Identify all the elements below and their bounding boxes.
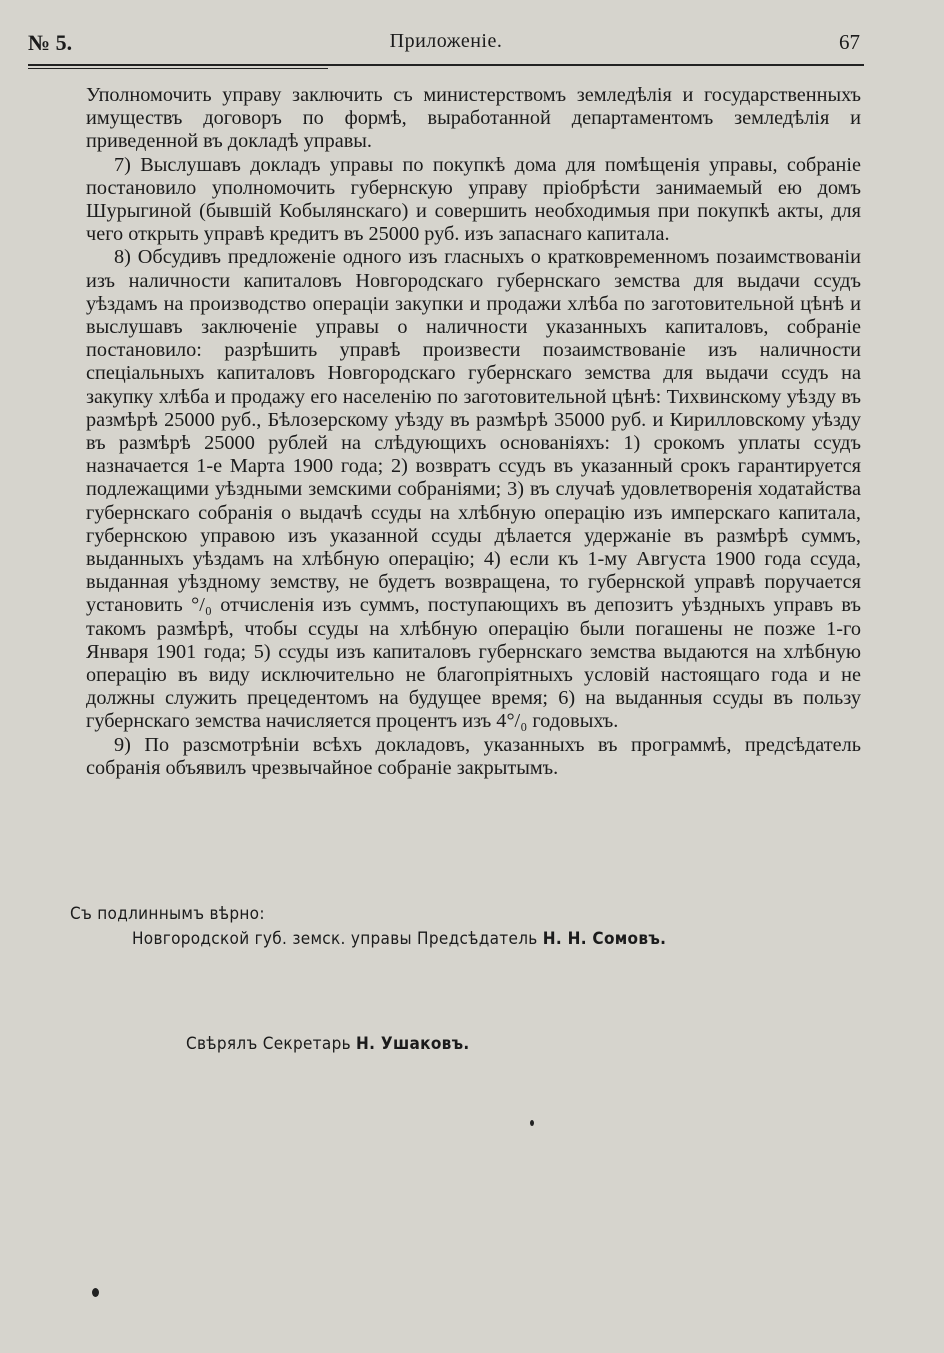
attestation-line: Съ подлиннымъ вѣрно: (70, 904, 265, 924)
ink-speck (92, 1288, 99, 1297)
chairman-signature (132, 929, 666, 949)
page-header (28, 26, 864, 66)
secretary-title: Свѣрялъ Секретарь (186, 1034, 351, 1054)
header-rule-secondary (28, 68, 328, 69)
ink-speck (530, 1120, 534, 1126)
paragraph-intro: Уполномочить управу заключить съ министерствомъ земледѣлія и государственныхъ имуществъ договоръ по формѣ, выработанной департаментомъ земледѣлія и приведенной въ докладѣ управы. (86, 84, 861, 153)
chairman-name: Н. Н. Сомовъ. (542, 929, 667, 949)
page-number: 67 (839, 30, 860, 54)
secretary-name: Н. Ушаковъ. (356, 1034, 470, 1054)
paragraph-8: 8) Обсудивъ предложеніе одного изъ гласныхъ о кратковременномъ позаимствованіи изъ наличности капиталовъ Новгородскаго губернскаго земства для выдачи ссудъ уѣздамъ на производство операціи закупки и продажи хлѣба по заготовительной цѣнѣ и выслушавъ заключеніе управы о наличности указанныхъ капиталовъ, собраніе постановило: разрѣшить управѣ произвести позаимствованіе изъ наличности спеціальныхъ капиталовъ Новгородскаго губернскаго земства для выдачи ссудъ на закупку хлѣба и продажу его населенію по заготовительной цѣнѣ: Тихвинскому уѣзду въ размѣрѣ 25000 руб., Бѣлозерскому уѣзду въ размѣрѣ 35000 руб. и Кирилловскому уѣзду въ размѣрѣ 25000 рублей на слѣдующихъ основаніяхъ: 1) срокомъ уплаты ссудъ назначается 1-е Марта 1900 года; 2) возвратъ ссудъ въ указанный срокъ гарантируется подлежащими уѣздными земскими собраніями; 3) въ случаѣ удовлетворенія ходатайства губернскаго собранія о выдачѣ ссуды на хлѣбную операцію изъ имперскаго капитала, губернскою управою изъ указанной ссуды дѣлается удержаніе въ размѣрѣ суммъ, выданныхъ уѣздамъ на хлѣбную операцію; 4) если къ 1-му Августа 1900 года ссуда, выданная уѣздному земству, не будетъ возвращена, то губернской управѣ поручается установить °/₀ отчисленія изъ суммъ, поступающихъ въ депозитъ уѣздныхъ управъ въ такомъ размѣрѣ, чтобы ссуды на хлѣбную операцію были погашены не позже 1-го Января 1901 года; 5) ссуды изъ капиталовъ губернскаго земства выдаются на хлѣбную операцію въ виду исключительно не благопріятныхъ условій настоящаго года и не должны служить прецедентомъ на будущее время; 6) на выданныя ссуды въ пользу губернскаго земства начисляется процентъ изъ 4°/₀ годовыхъ. (86, 246, 861, 733)
header-rule (28, 64, 864, 66)
body-text (86, 84, 861, 780)
paragraph-9: 9) По разсмотрѣніи всѣхъ докладовъ, указанныхъ въ программѣ, предсѣдатель собранія объявилъ чрезвычайное собраніе закрытымъ. (86, 733, 861, 779)
issue-number: № 5. (28, 30, 73, 55)
header-title: Приложеніе. (389, 30, 503, 52)
chairman-title: Новгородской губ. земск. управы Предсѣдатель (132, 929, 538, 949)
paragraph-7: 7) Выслушавъ докладъ управы по покупкѣ дома для помѣщенія управы, собраніе постановило уполномочить губернскую управу пріобрѣсти занимаемый ею домъ Шурыгиной (бывшій Кобылянскаго) и совершить необходимыя при покупкѣ акты, для чего открыть управѣ кредитъ въ 25000 руб. изъ запаснаго капитала. (86, 153, 861, 246)
secretary-signature (186, 1034, 470, 1054)
